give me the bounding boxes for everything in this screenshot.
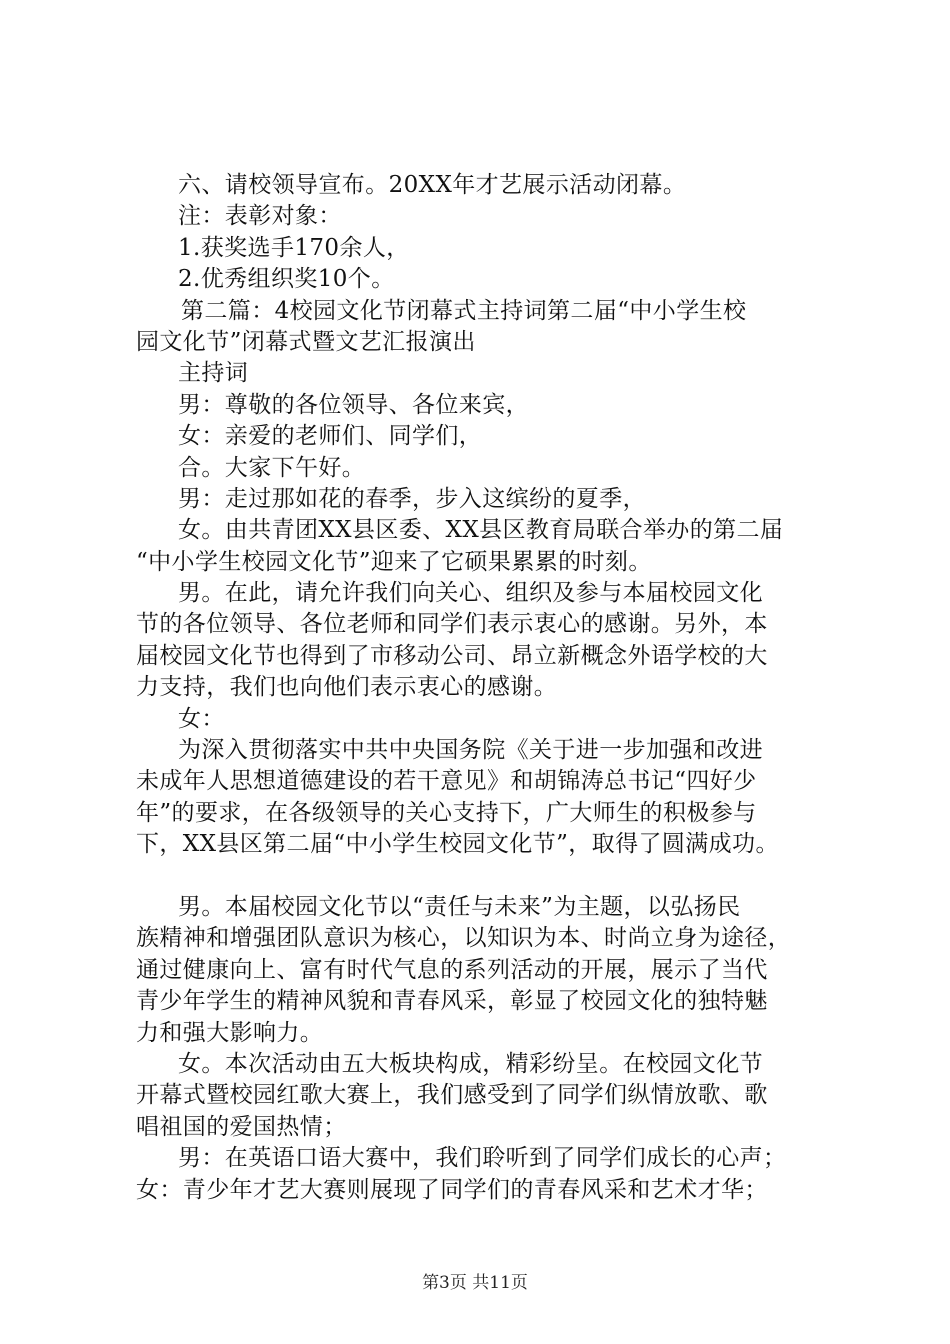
text-line: 男：走过那如花的春季，步入这缤纷的夏季， bbox=[178, 485, 646, 512]
text-line: 为深入贯彻落实中共中央国务院《关于进一步加强和改进 bbox=[178, 737, 763, 764]
text-line: 女：亲爱的老师们、同学们， bbox=[178, 423, 483, 450]
text-line: 男。在此，请允许我们向关心、组织及参与本届校园文化 bbox=[178, 580, 763, 607]
text-line: 力支持，我们也向他们表示衷心的感谢。 bbox=[136, 674, 558, 701]
section-heading-line: 第二篇：4校园文化节闭幕式主持词第二届“中小学生校 bbox=[181, 297, 747, 324]
text-line: 1.获奖选手170余人， bbox=[178, 234, 410, 261]
document-body bbox=[136, 170, 836, 1206]
text-line: 女：青少年才艺大赛则展现了同学们的青春风采和艺术才华； bbox=[136, 1176, 768, 1203]
text-line: 注：表彰对象： bbox=[178, 203, 342, 230]
text-line: 届校园文化节也得到了市移动公司、昂立新概念外语学校的大 bbox=[136, 642, 768, 669]
text-line: 主持词 bbox=[178, 360, 249, 387]
blank-line bbox=[136, 861, 836, 892]
text-line: 男。本届校园文化节以“责任与未来”为主题，以弘扬民 bbox=[178, 893, 741, 920]
section-heading-line: 园文化节”闭幕式暨文艺汇报演出 bbox=[136, 328, 476, 355]
text-line: 女。本次活动由五大板块构成，精彩纷呈。在校园文化节 bbox=[178, 1050, 763, 1077]
text-line: 下，XX县区第二届“中小学生校园文化节”，取得了圆满成功。 bbox=[136, 831, 779, 858]
text-line: 唱祖国的爱国热情； bbox=[136, 1113, 347, 1140]
text-line: 女： bbox=[178, 705, 225, 732]
text-line: 未成年人思想道德建设的若干意见》和胡锦涛总书记“四好少 bbox=[136, 768, 757, 795]
text-line: 男：在英语口语大赛中，我们聆听到了同学们成长的心声； bbox=[178, 1145, 787, 1172]
text-line: 开幕式暨校园红歌大赛上，我们感受到了同学们纵情放歌、歌 bbox=[136, 1082, 768, 1109]
text-line: 青少年学生的精神风貌和青春风采，彰显了校园文化的独特魅 bbox=[136, 988, 768, 1015]
text-line: 男：尊敬的各位领导、各位来宾， bbox=[178, 391, 529, 418]
text-line: 合。大家下午好。 bbox=[178, 454, 366, 481]
text-line: 族精神和增强团队意识为核心，以知识为本、时尚立身为途径， bbox=[136, 925, 792, 952]
page-number-footer: 第3页 共11页 bbox=[422, 1273, 528, 1293]
text-line: “中小学生校园文化节”迎来了它硕果累累的时刻。 bbox=[136, 548, 652, 575]
text-line: 六、请校领导宣布。20XX年才艺展示活动闭幕。 bbox=[178, 172, 687, 198]
text-line: 力和强大影响力。 bbox=[136, 1019, 324, 1046]
text-line: 年”的要求，在各级领导的关心支持下，广大师生的积极参与 bbox=[136, 799, 757, 826]
text-line: 通过健康向上、富有时代气息的系列活动的开展，展示了当代 bbox=[136, 956, 768, 983]
text-line: 2.优秀组织奖10个。 bbox=[178, 266, 395, 293]
text-line: 节的各位领导、各位老师和同学们表示衷心的感谢。另外，本 bbox=[136, 611, 768, 638]
text-line: 女。由共青团XX县区委、XX县区教育局联合举办的第二届 bbox=[178, 517, 784, 544]
